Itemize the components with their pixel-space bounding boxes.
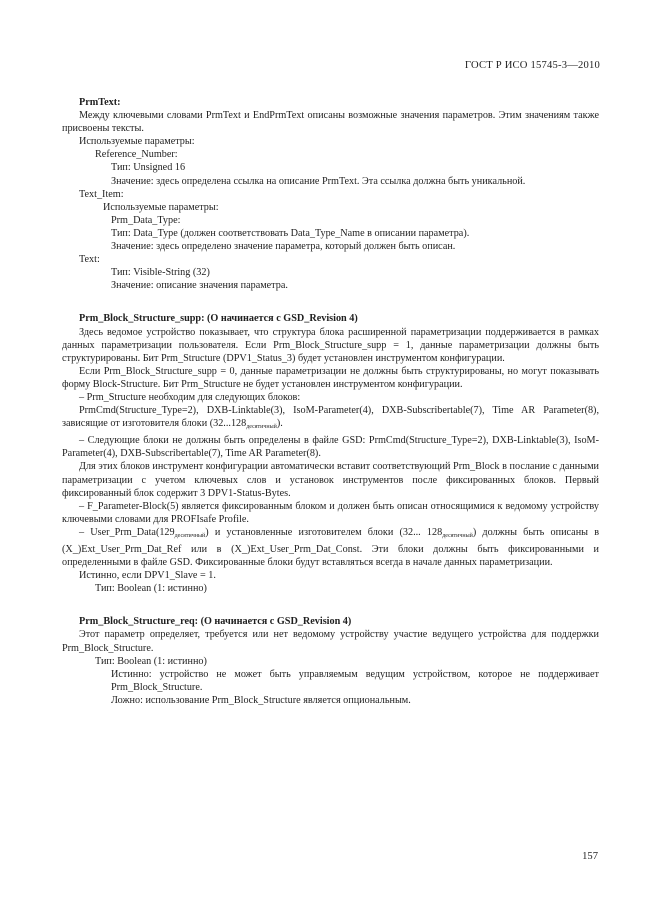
supp-paragraph-4: [62, 404, 599, 434]
supp-paragraph-7: – F_Parameter-Block(5) является фиксированным блоком и должен быть описан относящимися к ведомому устройству ключевыми словами для PROFIsafe Profile.: [62, 500, 599, 525]
req-heading: Prm_Block_Structure_req: (О начинается с GSD_Revision 4): [79, 616, 352, 628]
reference-number-type: Тип: Unsigned 16: [111, 162, 186, 174]
reference-number-label: Reference_Number:: [95, 149, 178, 161]
page-number: 157: [582, 851, 598, 862]
supp-p8-a: – User_Prm_Data(129: [79, 526, 175, 538]
supp-p8-subscript-2: десятичный: [442, 532, 473, 539]
supp-paragraph-5: – Следующие блоки не должны быть определены в файле GSD: PrmCmd(Structure_Type=2), DXB-Linktable(3), IsoM-Parameter(4), DXB-Subscribertable(7), Time AR Parameter(8).: [62, 435, 599, 460]
supp-paragraph-1: Здесь ведомое устройство показывает, что структура блока расширенной параметризации поддерживается в рамках данных параметризации пользователя. Если Prm_Block_Structure_supp = 1, данные параметризации должны быть структурированы. Бит Prm_Structure (DPV1_Status_3) будет установлен инструментом конфигурации.: [62, 326, 599, 364]
prm-data-type-label: Prm_Data_Type:: [111, 214, 181, 226]
supp-heading: Prm_Block_Structure_supp: (О начинается с GSD_Revision 4): [79, 313, 358, 325]
supp-paragraph-10: Тип: Boolean (1: истинно): [95, 583, 207, 595]
document-body: [62, 96, 599, 707]
prmtext-used-params: Используемые параметры:: [79, 136, 195, 148]
reference-number-value: Значение: здесь определена ссылка на описание PrmText. Эта ссылка должна быть уникальной.: [111, 175, 526, 187]
supp-paragraph-9: Истинно, если DPV1_Slave = 1.: [79, 570, 216, 582]
supp-p8-subscript-1: десятичный: [174, 532, 206, 539]
prm-data-type-value: Значение: здесь определено значение параметра, который должен быть описан.: [111, 241, 456, 253]
req-paragraph-3: Истинно: устройство не может быть управляемым ведущим устройством, которое не поддерживает Prm_Block_Structure.: [111, 668, 599, 693]
prm-data-type-type: Тип: Data_Type (должен соответствовать Data_Type_Name в описании параметра).: [111, 227, 470, 239]
standard-header: ГОСТ Р ИСО 15745-3—2010: [464, 60, 600, 71]
supp-p8-b: ) и установленные изготовителем блоки (32... 128: [205, 526, 443, 538]
supp-p4-end: ).: [276, 418, 283, 430]
req-paragraph-1: Этот параметр определяет, требуется или нет ведомому устройству участие ведущего устройства для поддержки Prm_Block_Structure.: [62, 629, 599, 654]
section-spacer: [62, 595, 599, 615]
text-type: Тип: Visible-String (32): [111, 267, 210, 279]
text-label: Text:: [79, 254, 100, 266]
supp-paragraph-3: – Prm_Structure необходим для следующих блоков:: [79, 391, 301, 403]
prmtext-intro: Между ключевыми словами PrmText и EndPrmText описаны возможные значения параметров. Этим значениям также присвоены тексты.: [62, 110, 599, 135]
req-paragraph-2: Тип: Boolean (1: истинно): [95, 655, 207, 667]
prmtext-heading: PrmText:: [79, 97, 121, 108]
text-value: Значение: описание значения параметра.: [111, 280, 288, 292]
req-paragraph-4: Ложно: использование Prm_Block_Structure является опциональным.: [111, 694, 411, 706]
supp-paragraph-6: Для этих блоков инструмент конфигурации автоматически вставит соответствующий Prm_Block в послание с данными параметризации с учетом ключевых слов и установок инструментов после фиксированных блоков. Первый фиксированный блок содержит 3 DPV1-Status-Bytes.: [62, 461, 599, 499]
supp-paragraph-2: Если Prm_Block_Structure_supp = 0, данные параметризации не должны быть структурированы, но могут показывать форму Block-Structure. Бит Prm_Structure не будет установлен инструментом конфигурации.: [62, 365, 599, 390]
supp-p4-text: PrmCmd(Structure_Type=2), DXB-Linktable(3), IsoM-Parameter(4), DXB-Subscribertable(7), Time AR Parameter(8), зависящие от изготовителя блоки (32...128: [62, 405, 599, 430]
supp-p4-subscript: десятичный: [246, 424, 277, 431]
text-item-label: Text_Item:: [79, 188, 124, 200]
supp-paragraph-8: [62, 526, 599, 569]
section-spacer: [62, 292, 599, 312]
text-item-used-params: Используемые параметры:: [103, 201, 219, 213]
supp-p8-c: ) должны быть описаны в (X_)Ext_User_Prm_Dat_Ref или в (X_)Ext_User_Prm_Dat_Const. Эти блоки должны быть фиксированными и определенными в файле GSD. Фиксированные блоки будут вставляться всегда в начале данных параметризации.: [62, 526, 600, 569]
